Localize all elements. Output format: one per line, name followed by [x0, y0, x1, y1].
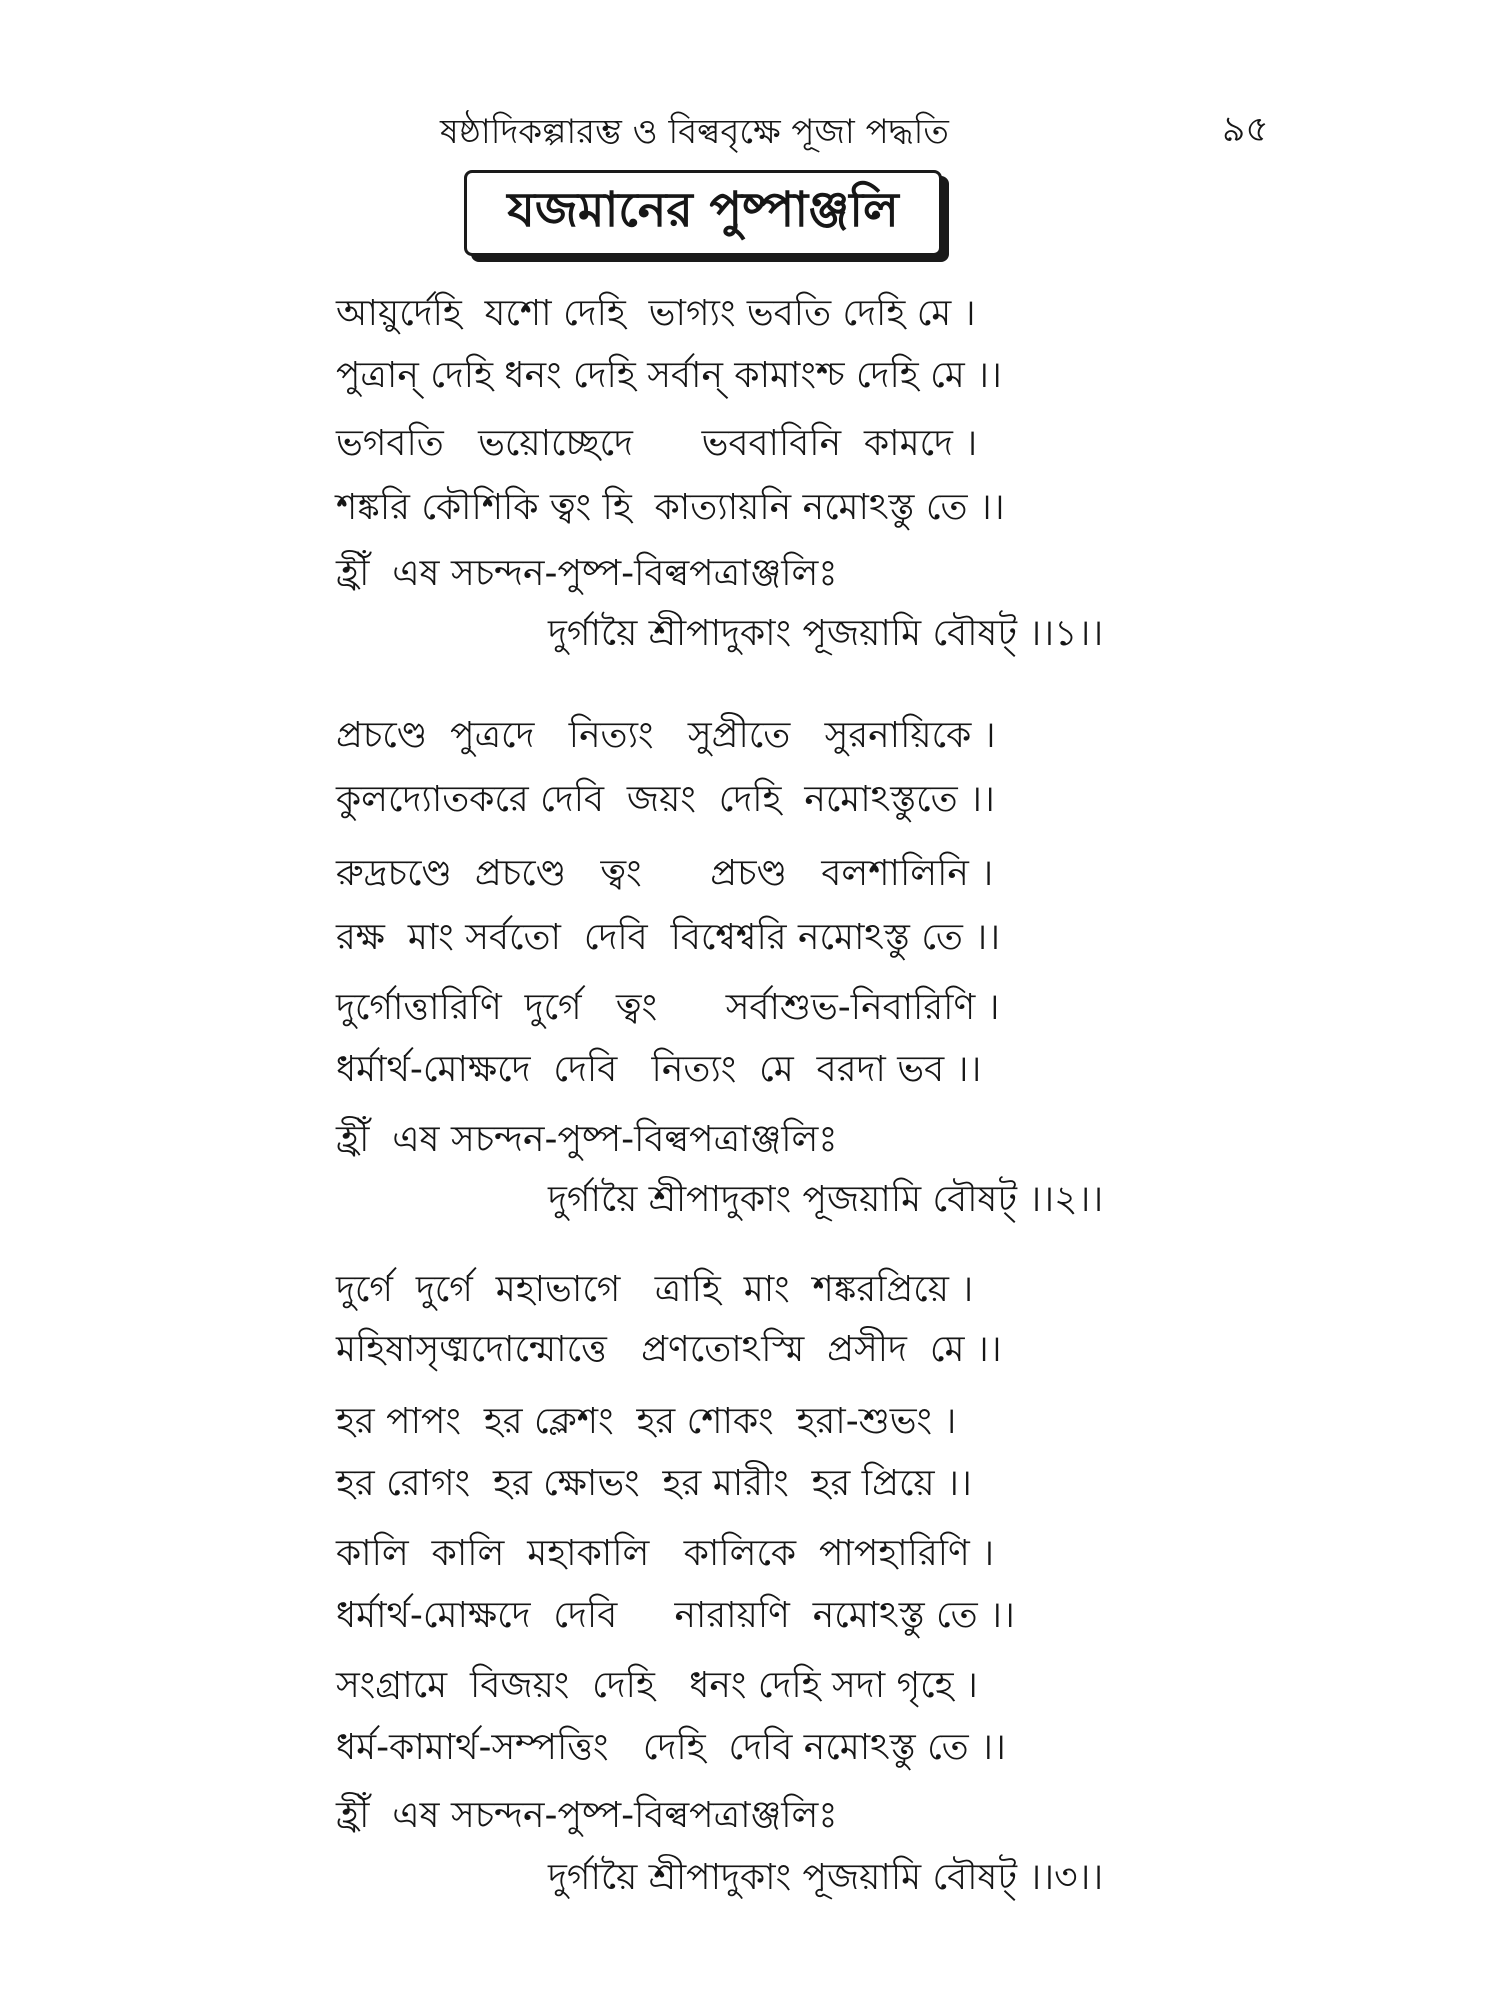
verse-line: দুর্গে দুর্গে মহাভাগে ত্রাহি মাং শঙ্করপ্রিয়ে । [336, 1269, 974, 1310]
offering-mantra: দুর্গায়ৈ শ্রীপাদুকাং পূজয়ামি বৌষট্ ।।৩।। [548, 1857, 1104, 1898]
verse-line: রক্ষ মাং সর্বতো দেবি বিশ্বেশ্বরি নমোঽস্তু তে ।। [336, 917, 1001, 958]
verse-line: রুদ্রচণ্ডে প্রচণ্ডে ত্বং প্রচণ্ড বলশালিনি । [336, 853, 994, 894]
offering-mantra: দুর্গায়ৈ শ্রীপাদুকাং পূজয়ামি বৌষট্ ।।২।। [548, 1179, 1104, 1220]
verse-line: ধর্ম-কামার্থ-সম্পত্তিং দেহি দেবি নমোঽস্তু তে ।। [336, 1727, 1006, 1768]
verse-line: হর রোগং হর ক্ষোভং হর মারীং হর প্রিয়ে ।। [336, 1463, 972, 1504]
page-title: যজমানের পুষ্পাঞ্জলি [507, 181, 899, 238]
verse-line: শঙ্করি কৌশিকি ত্বং হি কাত্যায়নি নমোঽস্তু তে ।। [336, 487, 1005, 528]
offering-line: হ্রীঁ এষ সচন্দন-পুষ্প-বিল্বপত্রাঞ্জলিঃ [336, 1119, 838, 1160]
verse-line: প্রচণ্ডে পুত্রদে নিত্যং সুপ্রীতে সুরনায়িকে । [336, 715, 996, 756]
running-head: ষষ্ঠাদিকল্পারম্ভ ও বিল্ববৃক্ষে পূজা পদ্ধতি [440, 112, 949, 152]
verse-line: পুত্রান্ দেহি ধনং দেহি সর্বান্ কামাংশ্চ দেহি মে ।। [336, 355, 1002, 396]
verse-line: কুলদ্যোতকরে দেবি জয়ং দেহি নমোঽস্তুতে ।। [336, 779, 995, 820]
verse-line: কালি কালি মহাকালি কালিকে পাপহারিণি । [336, 1533, 995, 1574]
verse-line: ধর্মার্থ-মোক্ষদে দেবি নিত্যং মে বরদা ভব ।। [336, 1049, 982, 1090]
offering-line: হ্রীঁ এষ সচন্দন-পুষ্প-বিল্বপত্রাঞ্জলিঃ [336, 1795, 838, 1836]
verse-line: ভগবতি ভয়োচ্ছেদে ভববাবিনি কামদে । [336, 423, 978, 464]
offering-mantra: দুর্গায়ৈ শ্রীপাদুকাং পূজয়ামি বৌষট্ ।।১।। [548, 613, 1104, 654]
verse-line: হর পাপং হর ক্লেশং হর শোকং হরা-শুভং । [336, 1401, 957, 1442]
offering-line: হ্রীঁ এষ সচন্দন-পুষ্প-বিল্বপত্রাঞ্জলিঃ [336, 553, 838, 594]
verse-line: মহিষাসৃঙ্মদোন্মোত্তে প্রণতোঽস্মি প্রসীদ মে ।। [336, 1329, 1002, 1370]
verse-line: দুর্গোত্তারিণি দুর্গে ত্বং সর্বাশুভ-নিবারিণি । [336, 987, 1000, 1028]
title-box [464, 170, 942, 256]
verse-line: আয়ুর্দেহি যশো দেহি ভাগ্যং ভবতি দেহি মে । [336, 293, 976, 334]
verse-line: ধর্মার্থ-মোক্ষদে দেবি নারায়ণি নমোঽস্তু তে ।। [336, 1595, 1015, 1636]
page-number: ৯৫ [1222, 109, 1269, 150]
verse-line: সংগ্রামে বিজয়ং দেহি ধনং দেহি সদা গৃহে । [336, 1665, 978, 1706]
